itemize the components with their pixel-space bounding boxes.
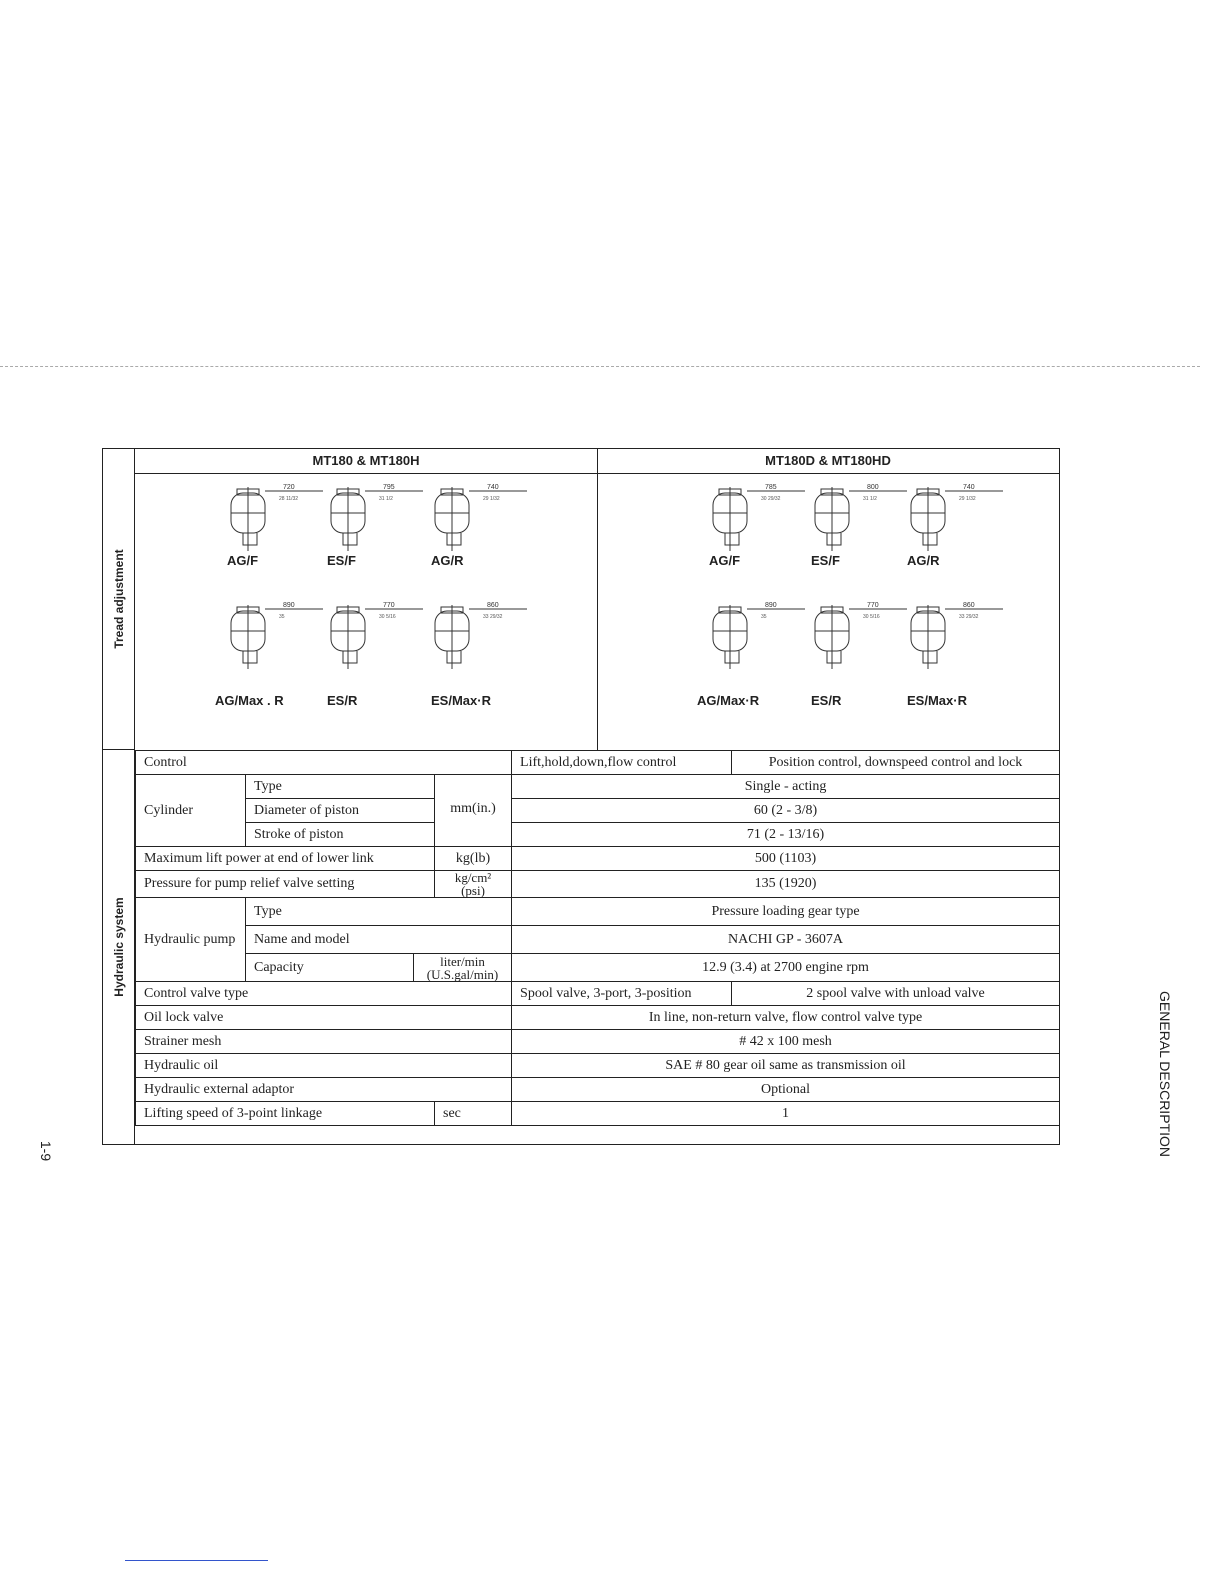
tread-diagram: [223, 599, 331, 695]
dimension-inch: 31 1/2: [863, 496, 877, 502]
max-lift-label: Maximum lift power at end of lower link: [136, 847, 435, 871]
footer-rule: [125, 1560, 268, 1561]
pump-model-value: NACHI GP - 3607A: [512, 926, 1060, 954]
model-divider: [597, 449, 598, 750]
pump-type-label: Type: [246, 898, 512, 926]
oil-lock-label: Oil lock valve: [136, 1006, 512, 1030]
dimension-mm: 770: [383, 602, 395, 609]
side-label-tread: Tread adjustment: [103, 449, 135, 750]
table-row: [136, 751, 1060, 775]
rim-profile: [827, 533, 841, 545]
cylinder-unit: mm(in.): [435, 799, 512, 847]
table-row: [136, 898, 1060, 926]
dimension-inch: 28 11/32: [279, 496, 299, 502]
dimension-mm: 890: [283, 602, 295, 609]
dimension-inch: 29 1/32: [959, 496, 976, 502]
strainer-value: # 42 x 100 mesh: [512, 1030, 1060, 1054]
tread-diagram-label: ES/R: [811, 693, 842, 708]
hydraulic-oil-label: Hydraulic oil: [136, 1054, 512, 1078]
table-row: [136, 775, 1060, 799]
tread-diagram-label: AG/F: [709, 553, 741, 568]
pump-capacity-unit: liter/min (U.S.gal/min): [414, 954, 512, 982]
tread-diagram-label: AG/Max . R: [215, 693, 284, 708]
hydraulic-spec-table: [135, 750, 1060, 1126]
tread-diagram-label: AG/R: [431, 553, 464, 568]
tread-diagram: [427, 599, 535, 695]
pump-capacity-value: 12.9 (3.4) at 2700 engine rpm: [512, 954, 1060, 982]
table-row: [136, 847, 1060, 871]
adaptor-label: Hydraulic external adaptor: [136, 1078, 512, 1102]
dimension-mm: 800: [867, 484, 879, 491]
max-lift-value: 500 (1103): [512, 847, 1060, 871]
dimension-inch: 30 5/16: [379, 614, 396, 620]
control-valve-left-value: Spool valve, 3-port, 3-position: [512, 982, 732, 1006]
table-row: [136, 1078, 1060, 1102]
tread-diagram-label: ES/F: [327, 553, 356, 568]
right-model-heading: MT180D & MT180HD: [597, 449, 1059, 474]
table-row: [136, 1030, 1060, 1054]
dimension-mm: 740: [963, 484, 975, 491]
dimension-inch: 33 29/32: [959, 614, 979, 620]
dimension-inch: 29 1/32: [483, 496, 500, 502]
table-row: [136, 1006, 1060, 1030]
cylinder-diameter-value: 60 (2 - 3/8): [512, 799, 1060, 823]
left-model-heading: MT180 & MT180H: [135, 449, 597, 474]
pressure-label: Pressure for pump relief valve setting: [136, 871, 435, 898]
tread-diagram-label: AG/R: [907, 553, 940, 568]
oil-lock-value: In line, non-return valve, flow control valve type: [512, 1006, 1060, 1030]
strainer-label: Strainer mesh: [136, 1030, 512, 1054]
tread-diagram: [903, 599, 1011, 695]
tread-diagram: [705, 599, 813, 695]
control-valve-right-value: 2 spool valve with unload valve: [732, 982, 1060, 1006]
cylinder-type-unit: [435, 775, 512, 799]
dimension-mm: 770: [867, 602, 879, 609]
right-margin-title: GENERAL DESCRIPTION: [1156, 991, 1173, 1157]
pressure-unit: kg/cm² (psi): [435, 871, 512, 898]
rim-profile: [447, 533, 461, 545]
dimension-inch: 35: [279, 614, 285, 620]
top-scan-rule: [0, 366, 1200, 367]
tread-diagram-label: AG/Max·R: [697, 693, 760, 708]
tread-diagram-label: ES/R: [327, 693, 358, 708]
dimension-mm: 795: [383, 484, 395, 491]
dimension-inch: 30 29/32: [761, 496, 781, 502]
dimension-inch: 33 29/32: [483, 614, 503, 620]
dimension-inch: 30 5/16: [863, 614, 880, 620]
cylinder-stroke-label: Stroke of piston: [246, 823, 435, 847]
control-right-value: Position control, downspeed control and lock: [732, 751, 1060, 775]
table-row: [136, 1054, 1060, 1078]
max-lift-unit: kg(lb): [435, 847, 512, 871]
page-number: 1-9: [38, 1140, 55, 1162]
dimension-inch: 35: [761, 614, 767, 620]
control-left-value: Lift,hold,down,flow control: [512, 751, 732, 775]
tread-diagram: [323, 599, 431, 695]
rim-profile: [827, 651, 841, 663]
dimension-mm: 720: [283, 484, 295, 491]
rim-profile: [343, 533, 357, 545]
dimension-mm: 860: [963, 602, 975, 609]
lift-speed-label: Lifting speed of 3-point linkage: [136, 1102, 435, 1126]
rim-profile: [243, 533, 257, 545]
dimension-mm: 785: [765, 484, 777, 491]
pump-capacity-label: Capacity: [246, 954, 414, 982]
rim-profile: [243, 651, 257, 663]
cylinder-diameter-label: Diameter of piston: [246, 799, 435, 823]
rim-profile: [923, 533, 937, 545]
adaptor-value: Optional: [512, 1078, 1060, 1102]
control-label: Control: [136, 751, 512, 775]
rim-profile: [447, 651, 461, 663]
table-row: [136, 823, 1060, 847]
rim-profile: [343, 651, 357, 663]
side-label-hydraulic: Hydraulic system: [103, 750, 135, 1144]
tread-diagram: [807, 599, 915, 695]
lift-speed-unit: sec: [435, 1102, 512, 1126]
lift-speed-value: 1: [512, 1102, 1060, 1126]
tread-diagram-label: AG/F: [227, 553, 259, 568]
tread-diagram-label: ES/Max·R: [907, 693, 967, 708]
cylinder-label: Cylinder: [136, 775, 246, 847]
pump-label: Hydraulic pump: [136, 898, 246, 982]
table-row: [136, 982, 1060, 1006]
spec-sheet: [102, 448, 1060, 1145]
pump-type-value: Pressure loading gear type: [512, 898, 1060, 926]
pressure-value: 135 (1920): [512, 871, 1060, 898]
dimension-mm: 890: [765, 602, 777, 609]
table-row: [136, 799, 1060, 823]
tread-adjustment-panel: [135, 449, 1059, 751]
tread-diagram-label: ES/F: [811, 553, 840, 568]
dimension-mm: 740: [487, 484, 499, 491]
table-row: [136, 1102, 1060, 1126]
table-row: [136, 871, 1060, 898]
hydraulic-oil-value: SAE # 80 gear oil same as transmission oil: [512, 1054, 1060, 1078]
rim-profile: [725, 651, 739, 663]
table-row: [136, 954, 1060, 982]
pump-model-label: Name and model: [246, 926, 512, 954]
rim-profile: [725, 533, 739, 545]
tread-diagram-label: ES/Max·R: [431, 693, 491, 708]
control-valve-label: Control valve type: [136, 982, 512, 1006]
table-row: [136, 926, 1060, 954]
rim-profile: [923, 651, 937, 663]
dimension-inch: 31 1/2: [379, 496, 393, 502]
cylinder-stroke-value: 71 (2 - 13/16): [512, 823, 1060, 847]
cylinder-type-value: Single - acting: [512, 775, 1060, 799]
cylinder-type-label: Type: [246, 775, 435, 799]
dimension-mm: 860: [487, 602, 499, 609]
